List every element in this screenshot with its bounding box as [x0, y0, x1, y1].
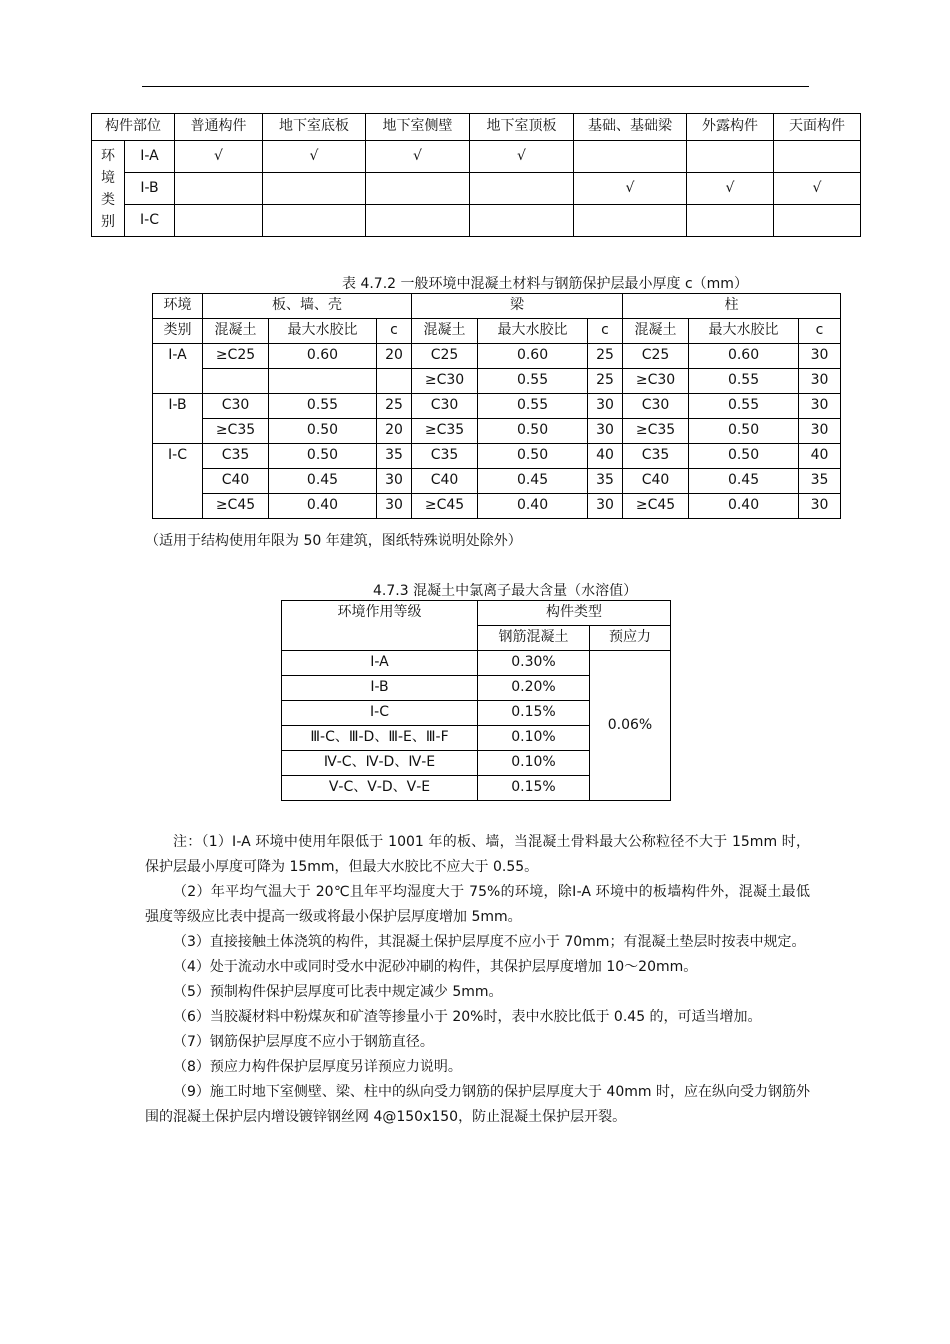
subheader-cell: c	[377, 319, 412, 344]
subheader-cell: 钢筋混凝土	[478, 626, 590, 651]
subheader-cell: 混凝土	[203, 319, 269, 344]
check-cell	[687, 141, 774, 173]
header-cell: 构件部位	[92, 114, 175, 141]
table-cell: ≥C45	[203, 494, 269, 519]
rc-cell: 0.15%	[478, 776, 590, 801]
note-paragraph: （6）当胶凝材料中粉煤灰和矿渣等掺量小于 20%时，表中水胶比低于 0.45 的，可适当增加。	[173, 1009, 762, 1025]
table-cell: ≥C35	[412, 419, 478, 444]
table-cell: 0.60	[689, 344, 799, 369]
table-cell: 0.60	[478, 344, 588, 369]
table-cell: C25	[412, 344, 478, 369]
header-cell: 构件类型	[478, 601, 671, 626]
component-environment-table	[91, 113, 861, 237]
table-cell: 0.50	[689, 444, 799, 469]
header-cell: 环境	[153, 294, 203, 319]
table-cell: ≥C35	[623, 419, 689, 444]
check-cell	[574, 205, 687, 237]
table-cell: 0.55	[478, 369, 588, 394]
rc-cell: 0.20%	[478, 676, 590, 701]
table-cell: 35	[588, 469, 623, 494]
table-cell: 20	[377, 344, 412, 369]
subheader-cell: 最大水胶比	[478, 319, 588, 344]
table-cell: 25	[588, 344, 623, 369]
table-cell: 0.50	[269, 444, 377, 469]
table-cell: 30	[588, 419, 623, 444]
check-cell: √	[366, 141, 470, 173]
table-cell: 0.40	[478, 494, 588, 519]
header-cell: 外露构件	[687, 114, 774, 141]
table-cell: ≥C35	[203, 419, 269, 444]
table-cell: C40	[623, 469, 689, 494]
check-cell	[470, 205, 574, 237]
table-cell: 0.55	[689, 369, 799, 394]
check-cell: √	[175, 141, 263, 173]
check-cell	[175, 173, 263, 205]
table-cell: ≥C30	[412, 369, 478, 394]
table-cell: 30	[799, 394, 841, 419]
header-cell: 环境作用等级	[282, 601, 478, 651]
table-header-row	[282, 601, 671, 626]
note-paragraph: （8）预应力构件保护层厚度另详预应力说明。	[173, 1059, 462, 1075]
table-header-row	[153, 319, 841, 344]
table-header-row	[153, 294, 841, 319]
table-cell	[269, 369, 377, 394]
table-cell: C30	[623, 394, 689, 419]
table-cell: 0.50	[689, 419, 799, 444]
table-cell: 30	[588, 494, 623, 519]
env-cell: Ⅰ-C	[125, 205, 175, 237]
subheader-cell: 最大水胶比	[689, 319, 799, 344]
group-header: 柱	[623, 294, 841, 319]
side-char: 境	[101, 169, 115, 186]
note-paragraph: （5）预制构件保护层厚度可比表中规定减少 5mm。	[173, 984, 503, 1000]
table-cell: 0.60	[269, 344, 377, 369]
table-cell: 30	[377, 469, 412, 494]
table-cell: 35	[377, 444, 412, 469]
table-cell: 0.45	[478, 469, 588, 494]
check-cell	[470, 173, 574, 205]
table-cell: C25	[623, 344, 689, 369]
table-cell: 25	[588, 369, 623, 394]
table-row	[153, 394, 841, 419]
header-cell: 地下室底板	[263, 114, 366, 141]
env-cell: Ⅰ-C	[153, 444, 203, 519]
subheader-cell: 混凝土	[412, 319, 478, 344]
env-cell: Ⅰ-A	[153, 344, 203, 394]
subheader-cell: c	[588, 319, 623, 344]
table2-caption: 表 4.7.2 一般环境中混凝土材料与钢筋保护层最小厚度 c（mm）	[342, 276, 748, 292]
env-cell: Ⅰ-B	[125, 173, 175, 205]
table-cell: ≥C45	[412, 494, 478, 519]
table-row	[153, 419, 841, 444]
check-cell	[366, 205, 470, 237]
table-cell: C35	[203, 444, 269, 469]
side-char: 类	[101, 191, 115, 208]
check-cell: √	[263, 141, 366, 173]
side-char: 环	[101, 147, 115, 164]
table-cell: C40	[412, 469, 478, 494]
note-paragraph: （3）直接接触土体浇筑的构件，其混凝土保护层厚度不应小于 70mm；有混凝土垫层时按表中规定。	[173, 934, 806, 950]
table-cell: 0.55	[269, 394, 377, 419]
table-cell: C30	[203, 394, 269, 419]
subheader-cell: 最大水胶比	[269, 319, 377, 344]
header-cell: 地下室顶板	[470, 114, 574, 141]
subheader-cell: 预应力	[590, 626, 671, 651]
header-cell: 地下室侧壁	[366, 114, 470, 141]
table-cell: C30	[412, 394, 478, 419]
table-header-row	[92, 114, 861, 141]
check-cell	[263, 173, 366, 205]
table-cell: 0.45	[269, 469, 377, 494]
table-row	[92, 141, 861, 173]
check-cell: √	[687, 173, 774, 205]
notes-section	[145, 830, 810, 1130]
header-cell: 类别	[153, 319, 203, 344]
check-cell	[774, 141, 861, 173]
table-cell: C40	[203, 469, 269, 494]
check-cell: √	[774, 173, 861, 205]
subheader-cell: c	[799, 319, 841, 344]
note-paragraph: （7）钢筋保护层厚度不应小于钢筋直径。	[173, 1034, 434, 1050]
note-paragraph: （2）年平均气温大于 20℃且年平均湿度大于 75%的环境，除Ⅰ-A 环境中的板墙构件外，混凝土最低强度等级应比表中提高一级或将最小保护层厚度增加 5mm。	[145, 884, 810, 925]
level-cell: Ⅴ-C、Ⅴ-D、Ⅴ-E	[282, 776, 478, 801]
table-row	[153, 444, 841, 469]
table-cell: 20	[377, 419, 412, 444]
env-cell: Ⅰ-B	[153, 394, 203, 444]
group-header: 梁	[412, 294, 623, 319]
check-cell	[366, 173, 470, 205]
note-paragraph: （4）处于流动水中或同时受水中泥砂冲刷的构件，其保护层厚度增加 10～20mm。	[173, 959, 698, 975]
table-cell: 35	[799, 469, 841, 494]
table-cell: C35	[412, 444, 478, 469]
subheader-cell: 混凝土	[623, 319, 689, 344]
check-cell	[687, 205, 774, 237]
table-cell: C35	[623, 444, 689, 469]
rc-cell: 0.10%	[478, 726, 590, 751]
header-rule	[142, 86, 809, 87]
header-cell: 基础、基础梁	[574, 114, 687, 141]
cover-thickness-table	[152, 293, 841, 519]
note-paragraph: （9）施工时地下室侧壁、梁、柱中的纵向受力钢筋的保护层厚度大于 40mm 时，应在纵向受力钢筋外围的混凝土保护层内增设镀锌钢丝网 4@150x150，防止混凝土保护层开裂。	[145, 1084, 810, 1125]
table-cell	[203, 369, 269, 394]
table-cell: 0.40	[269, 494, 377, 519]
table-cell: 0.55	[478, 394, 588, 419]
table-cell: 30	[588, 394, 623, 419]
note-paragraph: 注：（1）Ⅰ-A 环境中使用年限低于 1001 年的板、墙，当混凝土骨料最大公称粒径不大于 15mm 时，保护层最小厚度可降为 15mm，但最大水胶比不应大于 0.55。	[145, 834, 810, 875]
table-cell: 0.50	[478, 419, 588, 444]
table-row	[92, 173, 861, 205]
level-cell: Ⅰ-C	[282, 701, 478, 726]
header-cell: 普通构件	[175, 114, 263, 141]
table-cell: 30	[799, 344, 841, 369]
check-cell	[263, 205, 366, 237]
env-cell: Ⅰ-A	[125, 141, 175, 173]
check-cell	[774, 205, 861, 237]
chloride-content-table	[281, 600, 671, 801]
table-row	[153, 494, 841, 519]
table-row	[153, 369, 841, 394]
table-cell: ≥C25	[203, 344, 269, 369]
check-cell: √	[470, 141, 574, 173]
header-cell: 天面构件	[774, 114, 861, 141]
prestressed-cell: 0.06%	[590, 651, 671, 801]
table-row	[153, 469, 841, 494]
check-cell	[574, 141, 687, 173]
table-cell: 0.55	[689, 394, 799, 419]
table-cell: 0.50	[269, 419, 377, 444]
table-cell: 40	[799, 444, 841, 469]
table-cell: 0.45	[689, 469, 799, 494]
table-row	[92, 205, 861, 237]
table-row	[153, 344, 841, 369]
table-cell: 0.40	[689, 494, 799, 519]
table-cell: ≥C45	[623, 494, 689, 519]
table-cell	[377, 369, 412, 394]
table-cell: 30	[799, 494, 841, 519]
table2-footnote: （适用于结构使用年限为 50 年建筑，图纸特殊说明处除外）	[145, 533, 522, 549]
rc-cell: 0.30%	[478, 651, 590, 676]
table-cell: 25	[377, 394, 412, 419]
check-cell	[175, 205, 263, 237]
rc-cell: 0.15%	[478, 701, 590, 726]
table-cell: 40	[588, 444, 623, 469]
level-cell: Ⅰ-B	[282, 676, 478, 701]
check-cell: √	[574, 173, 687, 205]
table-cell: 30	[377, 494, 412, 519]
table3-caption: 4.7.3 混凝土中氯离子最大含量（水溶值）	[373, 583, 638, 599]
table-cell: 0.50	[478, 444, 588, 469]
rc-cell: 0.10%	[478, 751, 590, 776]
env-side-label	[92, 141, 125, 237]
side-char: 别	[101, 213, 115, 230]
level-cell: Ⅲ-C、Ⅲ-D、Ⅲ-E、Ⅲ-F	[282, 726, 478, 751]
level-cell: Ⅳ-C、Ⅳ-D、Ⅳ-E	[282, 751, 478, 776]
table-cell: 30	[799, 419, 841, 444]
level-cell: Ⅰ-A	[282, 651, 478, 676]
group-header: 板、墙、壳	[203, 294, 412, 319]
table-cell: 30	[799, 369, 841, 394]
table-row	[282, 651, 671, 676]
table-cell: ≥C30	[623, 369, 689, 394]
